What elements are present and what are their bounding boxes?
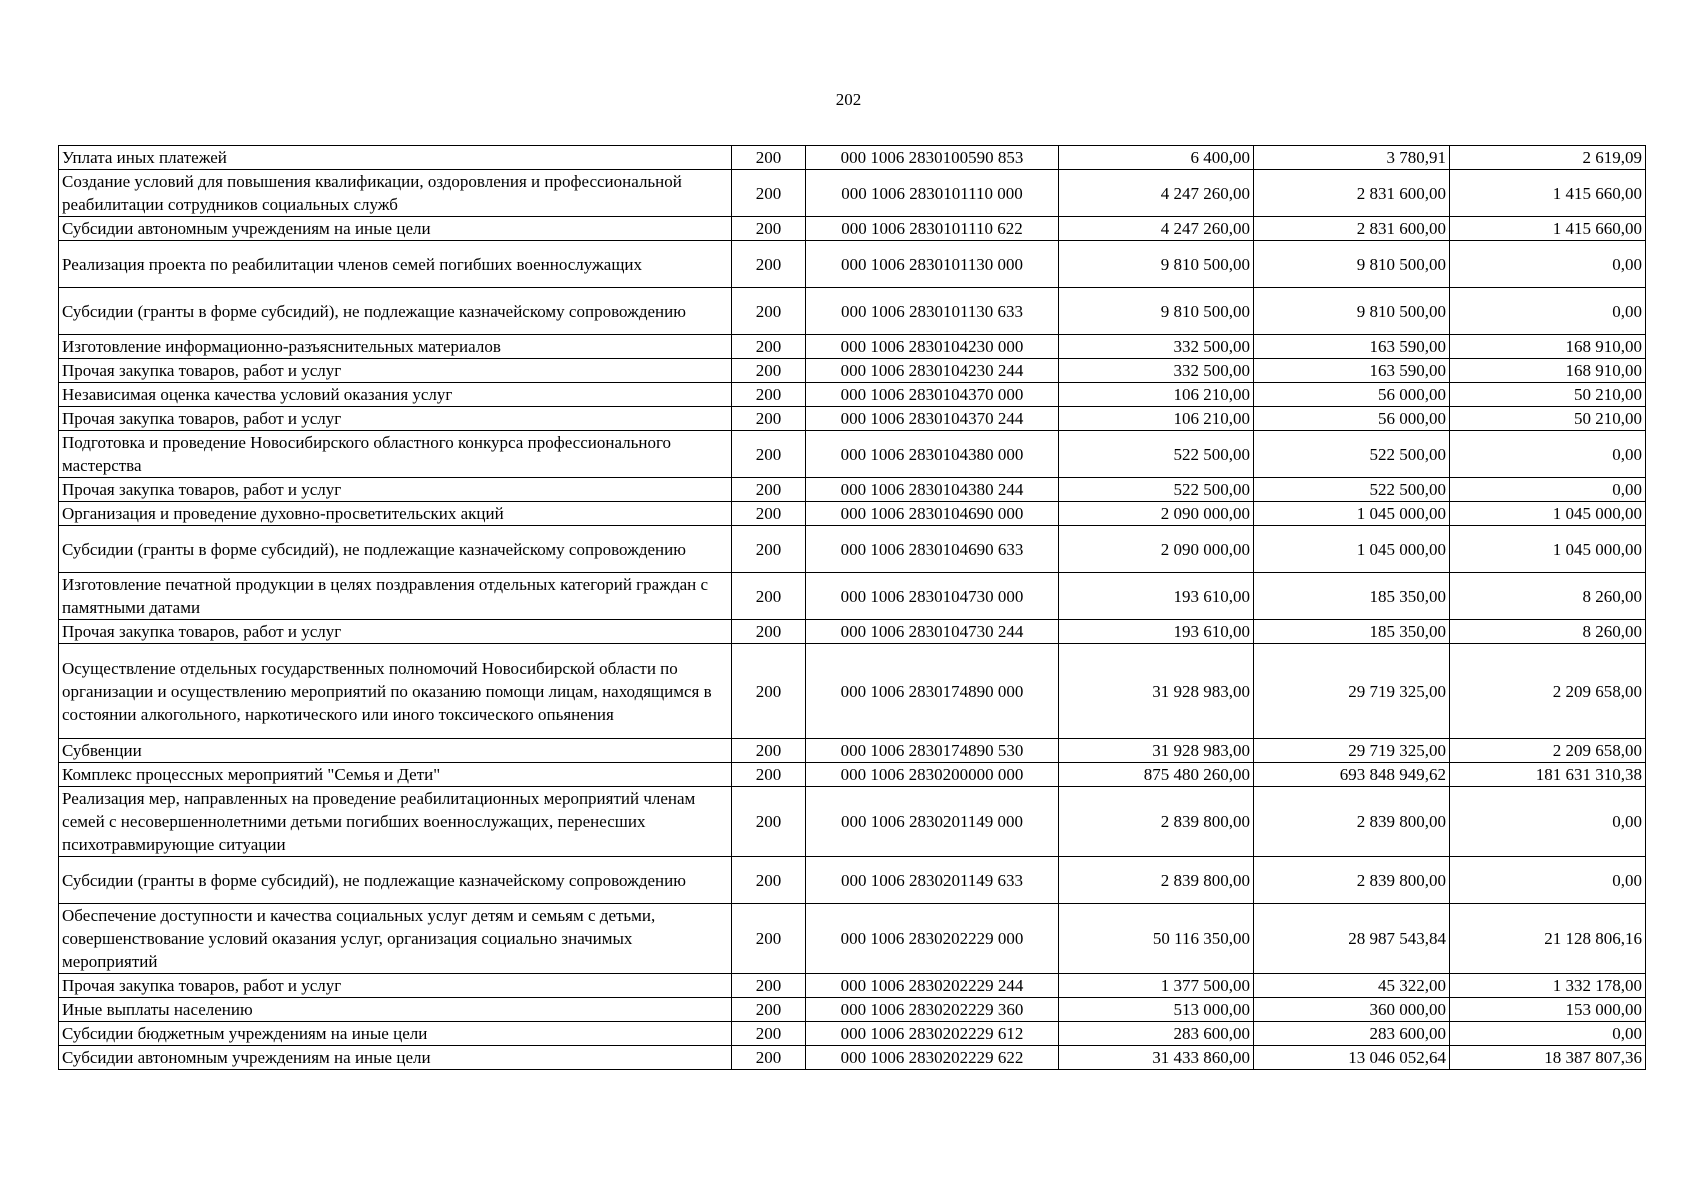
row-line-code-cell: 200 xyxy=(732,526,806,573)
row-executed-cell: 13 046 052,64 xyxy=(1254,1046,1450,1070)
row-approved-cell: 50 116 350,00 xyxy=(1059,904,1254,974)
row-executed-cell: 9 810 500,00 xyxy=(1254,288,1450,335)
row-budget-code-cell: 000 1006 2830101110 000 xyxy=(806,170,1059,217)
row-approved-cell: 2 839 800,00 xyxy=(1059,787,1254,857)
row-approved-cell: 875 480 260,00 xyxy=(1059,763,1254,787)
row-approved-cell: 522 500,00 xyxy=(1059,478,1254,502)
row-remaining-cell: 0,00 xyxy=(1450,1022,1646,1046)
row-executed-cell: 185 350,00 xyxy=(1254,573,1450,620)
table-row xyxy=(59,288,1646,335)
row-remaining-cell: 181 631 310,38 xyxy=(1450,763,1646,787)
table-row xyxy=(59,170,1646,217)
row-line-code-cell: 200 xyxy=(732,1022,806,1046)
row-remaining-cell: 0,00 xyxy=(1450,787,1646,857)
row-name-cell: Субсидии автономным учреждениям на иные цели xyxy=(59,1046,732,1070)
row-budget-code-cell: 000 1006 2830174890 000 xyxy=(806,644,1059,739)
row-name-cell: Независимая оценка качества условий оказания услуг xyxy=(59,383,732,407)
row-executed-cell: 2 831 600,00 xyxy=(1254,170,1450,217)
row-approved-cell: 1 377 500,00 xyxy=(1059,974,1254,998)
row-remaining-cell: 8 260,00 xyxy=(1450,573,1646,620)
row-approved-cell: 9 810 500,00 xyxy=(1059,241,1254,288)
row-executed-cell: 3 780,91 xyxy=(1254,146,1450,170)
row-budget-code-cell: 000 1006 2830100590 853 xyxy=(806,146,1059,170)
row-approved-cell: 106 210,00 xyxy=(1059,383,1254,407)
row-executed-cell: 9 810 500,00 xyxy=(1254,241,1450,288)
row-line-code-cell: 200 xyxy=(732,573,806,620)
row-name-cell: Субсидии (гранты в форме субсидий), не подлежащие казначейскому сопровождению xyxy=(59,526,732,573)
row-remaining-cell: 2 209 658,00 xyxy=(1450,739,1646,763)
table-row xyxy=(59,573,1646,620)
row-executed-cell: 1 045 000,00 xyxy=(1254,526,1450,573)
row-budget-code-cell: 000 1006 2830104690 000 xyxy=(806,502,1059,526)
row-executed-cell: 163 590,00 xyxy=(1254,359,1450,383)
row-remaining-cell: 2 619,09 xyxy=(1450,146,1646,170)
row-name-cell: Изготовление печатной продукции в целях поздравления отдельных категорий граждан с памятными датами xyxy=(59,573,732,620)
row-name-cell: Реализация проекта по реабилитации членов семей погибших военнослужащих xyxy=(59,241,732,288)
row-line-code-cell: 200 xyxy=(732,904,806,974)
row-budget-code-cell: 000 1006 2830101110 622 xyxy=(806,217,1059,241)
row-line-code-cell: 200 xyxy=(732,787,806,857)
row-approved-cell: 283 600,00 xyxy=(1059,1022,1254,1046)
table-row xyxy=(59,1046,1646,1070)
row-name-cell: Реализация мер, направленных на проведение реабилитационных мероприятий членам семей с несовершеннолетними детьми погибших военнослужащих, перенесших психотравмирующие ситуации xyxy=(59,787,732,857)
row-name-cell: Субвенции xyxy=(59,739,732,763)
row-name-cell: Иные выплаты населению xyxy=(59,998,732,1022)
table-row xyxy=(59,620,1646,644)
row-approved-cell: 6 400,00 xyxy=(1059,146,1254,170)
row-approved-cell: 4 247 260,00 xyxy=(1059,170,1254,217)
row-name-cell: Уплата иных платежей xyxy=(59,146,732,170)
table-row xyxy=(59,526,1646,573)
row-budget-code-cell: 000 1006 2830104690 633 xyxy=(806,526,1059,573)
row-remaining-cell: 0,00 xyxy=(1450,478,1646,502)
row-remaining-cell: 1 415 660,00 xyxy=(1450,217,1646,241)
row-remaining-cell: 0,00 xyxy=(1450,857,1646,904)
row-executed-cell: 2 831 600,00 xyxy=(1254,217,1450,241)
row-executed-cell: 2 839 800,00 xyxy=(1254,787,1450,857)
row-name-cell: Прочая закупка товаров, работ и услуг xyxy=(59,407,732,431)
row-line-code-cell: 200 xyxy=(732,739,806,763)
table-row xyxy=(59,146,1646,170)
row-line-code-cell: 200 xyxy=(732,407,806,431)
row-line-code-cell: 200 xyxy=(732,974,806,998)
row-line-code-cell: 200 xyxy=(732,502,806,526)
row-name-cell: Организация и проведение духовно-просветительских акций xyxy=(59,502,732,526)
row-remaining-cell: 168 910,00 xyxy=(1450,359,1646,383)
table-row xyxy=(59,335,1646,359)
row-executed-cell: 283 600,00 xyxy=(1254,1022,1450,1046)
row-budget-code-cell: 000 1006 2830101130 000 xyxy=(806,241,1059,288)
row-line-code-cell: 200 xyxy=(732,383,806,407)
row-line-code-cell: 200 xyxy=(732,620,806,644)
row-executed-cell: 185 350,00 xyxy=(1254,620,1450,644)
page-number: 202 xyxy=(835,90,862,109)
row-budget-code-cell: 000 1006 2830202229 622 xyxy=(806,1046,1059,1070)
table-row xyxy=(59,739,1646,763)
row-name-cell: Прочая закупка товаров, работ и услуг xyxy=(59,478,732,502)
row-remaining-cell: 18 387 807,36 xyxy=(1450,1046,1646,1070)
table-body xyxy=(59,146,1646,1070)
row-budget-code-cell: 000 1006 2830200000 000 xyxy=(806,763,1059,787)
row-name-cell: Прочая закупка товаров, работ и услуг xyxy=(59,974,732,998)
row-name-cell: Подготовка и проведение Новосибирского областного конкурса профессионального мастерства xyxy=(59,431,732,478)
row-approved-cell: 2 839 800,00 xyxy=(1059,857,1254,904)
row-executed-cell: 2 839 800,00 xyxy=(1254,857,1450,904)
row-budget-code-cell: 000 1006 2830104380 000 xyxy=(806,431,1059,478)
row-remaining-cell: 153 000,00 xyxy=(1450,998,1646,1022)
row-remaining-cell: 0,00 xyxy=(1450,288,1646,335)
row-budget-code-cell: 000 1006 2830104370 244 xyxy=(806,407,1059,431)
row-line-code-cell: 200 xyxy=(732,170,806,217)
row-line-code-cell: 200 xyxy=(732,146,806,170)
row-executed-cell: 56 000,00 xyxy=(1254,407,1450,431)
row-approved-cell: 513 000,00 xyxy=(1059,998,1254,1022)
row-remaining-cell: 1 045 000,00 xyxy=(1450,502,1646,526)
row-approved-cell: 332 500,00 xyxy=(1059,359,1254,383)
row-budget-code-cell: 000 1006 2830104230 000 xyxy=(806,335,1059,359)
row-executed-cell: 29 719 325,00 xyxy=(1254,739,1450,763)
row-line-code-cell: 200 xyxy=(732,857,806,904)
row-executed-cell: 522 500,00 xyxy=(1254,431,1450,478)
row-remaining-cell: 21 128 806,16 xyxy=(1450,904,1646,974)
row-name-cell: Субсидии бюджетным учреждениям на иные цели xyxy=(59,1022,732,1046)
table-row xyxy=(59,904,1646,974)
row-executed-cell: 28 987 543,84 xyxy=(1254,904,1450,974)
row-line-code-cell: 200 xyxy=(732,1046,806,1070)
row-name-cell: Субсидии автономным учреждениям на иные цели xyxy=(59,217,732,241)
row-budget-code-cell: 000 1006 2830104730 000 xyxy=(806,573,1059,620)
table-row xyxy=(59,502,1646,526)
row-budget-code-cell: 000 1006 2830201149 633 xyxy=(806,857,1059,904)
row-approved-cell: 193 610,00 xyxy=(1059,573,1254,620)
table-row xyxy=(59,857,1646,904)
row-budget-code-cell: 000 1006 2830202229 360 xyxy=(806,998,1059,1022)
row-name-cell: Субсидии (гранты в форме субсидий), не подлежащие казначейскому сопровождению xyxy=(59,288,732,335)
row-name-cell: Создание условий для повышения квалификации, оздоровления и профессиональной реабилитации сотрудников социальных служб xyxy=(59,170,732,217)
row-line-code-cell: 200 xyxy=(732,431,806,478)
row-name-cell: Комплекс процессных мероприятий "Семья и Дети" xyxy=(59,763,732,787)
row-approved-cell: 522 500,00 xyxy=(1059,431,1254,478)
row-budget-code-cell: 000 1006 2830201149 000 xyxy=(806,787,1059,857)
row-approved-cell: 106 210,00 xyxy=(1059,407,1254,431)
row-executed-cell: 29 719 325,00 xyxy=(1254,644,1450,739)
row-remaining-cell: 50 210,00 xyxy=(1450,383,1646,407)
table-row xyxy=(59,359,1646,383)
table-row xyxy=(59,1022,1646,1046)
row-name-cell: Обеспечение доступности и качества социальных услуг детям и семьям с детьми, совершенствование условий оказания услуг, организация социально значимых мероприятий xyxy=(59,904,732,974)
table-row xyxy=(59,974,1646,998)
row-remaining-cell: 2 209 658,00 xyxy=(1450,644,1646,739)
row-remaining-cell: 1 415 660,00 xyxy=(1450,170,1646,217)
row-remaining-cell: 168 910,00 xyxy=(1450,335,1646,359)
row-name-cell: Изготовление информационно-разъяснительных материалов xyxy=(59,335,732,359)
row-name-cell: Осуществление отдельных государственных полномочий Новосибирской области по организации и осуществлению мероприятий по оказанию помощи лицам, находящимся в состоянии алкогольного, наркотического или иного токсического опьянения xyxy=(59,644,732,739)
row-executed-cell: 522 500,00 xyxy=(1254,478,1450,502)
row-line-code-cell: 200 xyxy=(732,763,806,787)
table-row xyxy=(59,383,1646,407)
row-executed-cell: 360 000,00 xyxy=(1254,998,1450,1022)
row-approved-cell: 31 433 860,00 xyxy=(1059,1046,1254,1070)
table-row xyxy=(59,407,1646,431)
row-approved-cell: 2 090 000,00 xyxy=(1059,526,1254,573)
budget-table xyxy=(58,145,1646,1070)
row-line-code-cell: 200 xyxy=(732,644,806,739)
row-remaining-cell: 50 210,00 xyxy=(1450,407,1646,431)
table-row xyxy=(59,241,1646,288)
table-row xyxy=(59,787,1646,857)
row-approved-cell: 2 090 000,00 xyxy=(1059,502,1254,526)
row-budget-code-cell: 000 1006 2830104730 244 xyxy=(806,620,1059,644)
table-row xyxy=(59,998,1646,1022)
row-executed-cell: 45 322,00 xyxy=(1254,974,1450,998)
row-approved-cell: 332 500,00 xyxy=(1059,335,1254,359)
row-budget-code-cell: 000 1006 2830104370 000 xyxy=(806,383,1059,407)
row-remaining-cell: 0,00 xyxy=(1450,241,1646,288)
row-executed-cell: 1 045 000,00 xyxy=(1254,502,1450,526)
row-line-code-cell: 200 xyxy=(732,359,806,383)
row-budget-code-cell: 000 1006 2830202229 000 xyxy=(806,904,1059,974)
row-budget-code-cell: 000 1006 2830104230 244 xyxy=(806,359,1059,383)
table-row xyxy=(59,217,1646,241)
row-line-code-cell: 200 xyxy=(732,335,806,359)
row-approved-cell: 9 810 500,00 xyxy=(1059,288,1254,335)
row-executed-cell: 56 000,00 xyxy=(1254,383,1450,407)
table-row xyxy=(59,763,1646,787)
row-approved-cell: 31 928 983,00 xyxy=(1059,739,1254,763)
row-approved-cell: 4 247 260,00 xyxy=(1059,217,1254,241)
row-budget-code-cell: 000 1006 2830202229 244 xyxy=(806,974,1059,998)
row-executed-cell: 693 848 949,62 xyxy=(1254,763,1450,787)
row-budget-code-cell: 000 1006 2830174890 530 xyxy=(806,739,1059,763)
row-line-code-cell: 200 xyxy=(732,217,806,241)
row-remaining-cell: 8 260,00 xyxy=(1450,620,1646,644)
row-budget-code-cell: 000 1006 2830104380 244 xyxy=(806,478,1059,502)
table-row xyxy=(59,478,1646,502)
row-line-code-cell: 200 xyxy=(732,288,806,335)
row-name-cell: Прочая закупка товаров, работ и услуг xyxy=(59,620,732,644)
row-name-cell: Прочая закупка товаров, работ и услуг xyxy=(59,359,732,383)
row-line-code-cell: 200 xyxy=(732,478,806,502)
row-remaining-cell: 1 332 178,00 xyxy=(1450,974,1646,998)
row-line-code-cell: 200 xyxy=(732,998,806,1022)
table-row xyxy=(59,644,1646,739)
row-remaining-cell: 1 045 000,00 xyxy=(1450,526,1646,573)
row-approved-cell: 193 610,00 xyxy=(1059,620,1254,644)
table-row xyxy=(59,431,1646,478)
row-remaining-cell: 0,00 xyxy=(1450,431,1646,478)
row-executed-cell: 163 590,00 xyxy=(1254,335,1450,359)
row-name-cell: Субсидии (гранты в форме субсидий), не подлежащие казначейскому сопровождению xyxy=(59,857,732,904)
row-budget-code-cell: 000 1006 2830202229 612 xyxy=(806,1022,1059,1046)
row-line-code-cell: 200 xyxy=(732,241,806,288)
row-approved-cell: 31 928 983,00 xyxy=(1059,644,1254,739)
row-budget-code-cell: 000 1006 2830101130 633 xyxy=(806,288,1059,335)
